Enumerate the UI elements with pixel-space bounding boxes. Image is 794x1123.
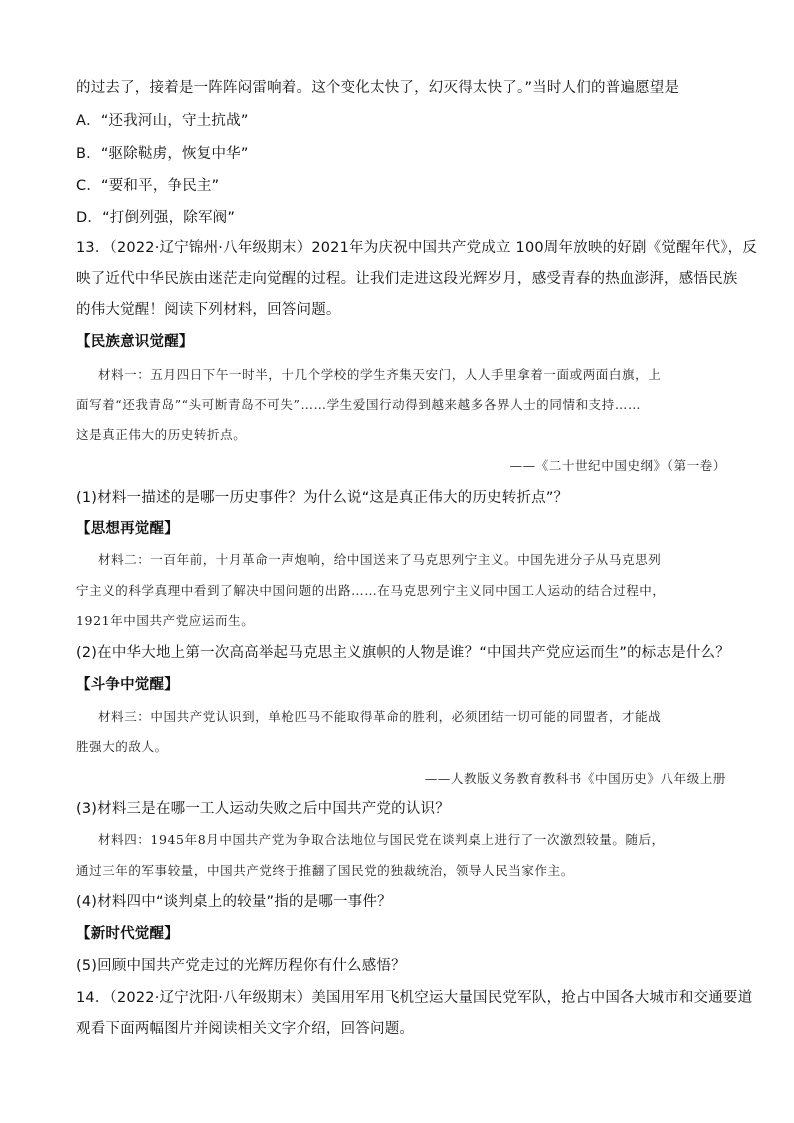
question-14-stem-line-2: 观看下面两幅图片并阅读相关文字介绍，回答问题。 xyxy=(76,1021,415,1037)
material-1-line-1: 材料一：五月四日下午一时半，十几个学校的学生齐集天安门，人人手里拿着一面或两面白旗，上 xyxy=(98,367,662,382)
sub-question-2: (2)在中华大地上第一次高高举起马克思主义旗帜的人物是谁？“中国共产党应运而生”的标志是什么？ xyxy=(76,645,730,661)
question-13-stem-line-3: 的伟大觉醒！阅读下列材料，回答问题。 xyxy=(76,302,341,318)
material-2-line-3: 1921年中国共产党应运而生。 xyxy=(76,613,255,628)
material-3-line-1: 材料三：中国共产党认识到，单枪匹马不能取得革命的胜利，必须团结一切可能的同盟者，才能战 xyxy=(98,709,662,724)
material-1-line-2: 面写着“还我青岛”“头可断青岛不可失”……学生爱国行动得到越来越多各界人士的同情和支持…… xyxy=(76,397,642,412)
section-title-struggle-awakening: 【斗争中觉醒】 xyxy=(76,677,179,693)
section-title-new-era-awakening: 【新时代觉醒】 xyxy=(76,926,179,942)
section-title-thought-awakening: 【思想再觉醒】 xyxy=(76,521,179,537)
material-1-line-3: 这是真正伟大的历史转折点。 xyxy=(76,427,247,442)
material-3-line-2: 胜强大的敌人。 xyxy=(76,739,168,754)
question-13-stem-line-2: 映了近代中华民族由迷茫走向觉醒的过程。让我们走进这段光辉岁月，感受青春的热血澎湃，感悟民族 xyxy=(76,271,738,287)
question-12-stem-tail: 的过去了，接着是一阵阵闷雷响着。这个变化太快了，幻灭得太快了。”当时人们的普遍愿望是 xyxy=(76,80,680,96)
option-c: C．“要和平，争民主” xyxy=(76,178,220,194)
question-14-stem-line-1: 14．（2022·辽宁沈阳·八年级期末）美国用军用飞机空运大量国民党军队，抢占中国各大城市和交通要道 xyxy=(76,990,753,1006)
material-3-source: ——人教版义务教育教科书《中国历史》八年级上册 xyxy=(424,771,726,786)
material-4-line-1: 材料四：1945年8月中国共产党为争取合法地位与国民党在谈判桌上进行了一次激烈较量。随后， xyxy=(98,832,665,847)
sub-question-5: (5)回顾中国共产党走过的光辉历程你有什么感悟？ xyxy=(76,958,406,974)
material-4-line-2: 通过三年的军事较量，中国共产党终于推翻了国民党的独裁统治，领导人民当家作主。 xyxy=(76,863,574,878)
sub-question-1: (1)材料一描述的是哪一历史事件？为什么说“这是真正伟大的历史转折点”？ xyxy=(76,490,569,506)
material-1-source: ——《二十世纪中国史纲》（第一卷） xyxy=(509,458,726,473)
section-title-national-awakening: 【民族意识觉醒】 xyxy=(76,334,194,350)
option-d: D．“打倒列强，除军阀” xyxy=(76,210,236,226)
option-b: B．“驱除鞑虏，恢复中华” xyxy=(76,146,249,162)
option-a: A．“还我河山，守土抗战” xyxy=(76,113,249,129)
sub-question-4: (4)材料四中“谈判桌上的较量”指的是哪一事件？ xyxy=(76,894,392,910)
sub-question-3: (3)材料三是在哪一工人运动失败之后中国共产党的认识？ xyxy=(76,801,450,817)
question-13-stem-line-1: 13．（2022·辽宁锦州·八年级期末）2021年为庆祝中国共产党成立 100周年放映的好剧《觉醒年代》，反 xyxy=(76,240,758,256)
material-2-line-2: 宁主义的科学真理中看到了解决中国问题的出路……在马克思列宁主义同中国工人运动的结合过程中， xyxy=(76,583,666,598)
material-2-line-1: 材料二：一百年前，十月革命一声炮响，给中国送来了马克思列宁主义。中国先进分子从马克思列 xyxy=(98,552,662,567)
